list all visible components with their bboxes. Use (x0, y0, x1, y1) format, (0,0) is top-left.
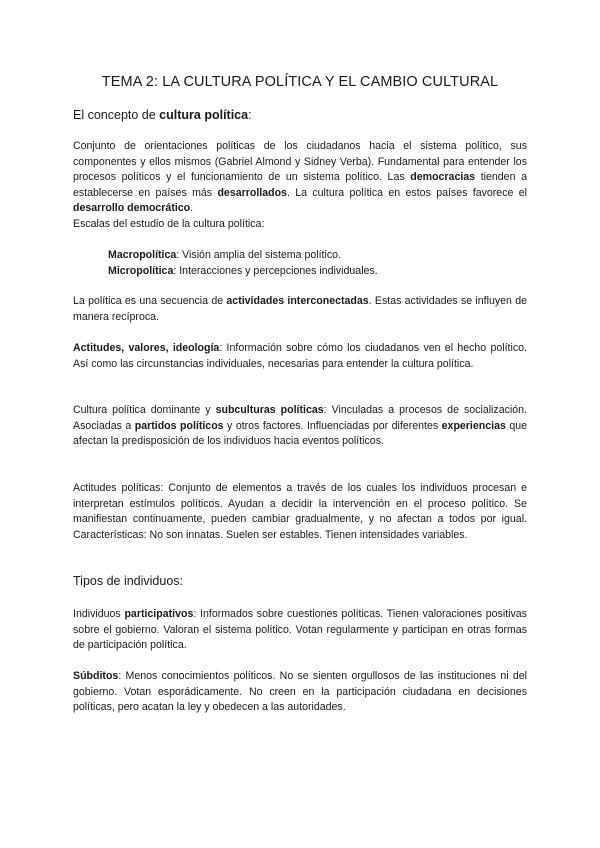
scales-list (108, 248, 528, 279)
heading-bold-text: cultura política (159, 108, 249, 122)
paragraph-subculturas: Cultura política dominante y subculturas políticas: Vinculadas a procesos de socialización. Asociadas a partidos políticos y otros factores. Influenciadas por diferentes experiencias que afectan la predisposición de los individuos hacia eventos políticos. (73, 404, 528, 448)
section-heading-concepto (73, 108, 252, 122)
heading-text-end: : (248, 108, 252, 122)
heading-text: El concepto de (73, 108, 160, 122)
paragraph-secuencia: La política es una secuencia de actividades interconectadas. Estas actividades se influyen de manera recíproca. (73, 295, 528, 323)
paragraph-subditos: Súbditos: Menos conocimientos políticos. No se sienten orgullosos de las instituciones ni del gobierno. Votan esporádicamente. No creen en la participación ciudadana en decisiones políticas, pero acatan la ley y obedecen a las autoridades. (73, 670, 527, 714)
paragraph-definition: Conjunto de orientaciones políticas de los ciudadanos hacia el sistema político, sus componentes y ellos mismos (Gabriel Almond y Sidney Verba). Fundamental para entender los procesos políticos y el funcionamiento de un sistema político. Las democracias tienden a establecerse en países más desarrollados. La cultura política en estos países favorece el desarrollo democrático. Escalas del estudio de la cultura política: (73, 140, 527, 230)
scale-macro: Macropolítica: Visión amplia del sistema político. (108, 249, 341, 261)
page-title: TEMA 2: LA CULTURA POLÍTICA Y EL CAMBIO CULTURAL (101, 74, 499, 90)
section-heading-tipos: Tipos de individuos: (73, 574, 184, 588)
scale-micro: Micropolítica: Interacciones y percepciones individuales. (108, 264, 378, 277)
paragraph-actitudes-valores: Actitudes, valores, ideología: Información sobre cómo los ciudadanos ven el hecho político. Así como las circunstancias individuales, necesarias para entender la cultura política. (73, 342, 527, 370)
paragraph-actitudes-politicas: Actitudes políticas: Conjunto de elementos a través de los cuales los individuos procesan e interpretan estímulos políticos. Ayudan a decidir la intervención en el proceso político. Se manifiestan continuamente, pueden cambiar gradualmente, y no afectan a todos por igual. Características: No son innatas. Suelen ser estables. Tienen intensidades variables. (73, 482, 527, 541)
paragraph-participativos: Individuos participativos: Informados sobre cuestiones políticas. Tienen valoraciones positivas sobre el gobierno. Valoran el sistema político. Votan regularmente y participan en otras formas de participación política. (73, 608, 527, 652)
